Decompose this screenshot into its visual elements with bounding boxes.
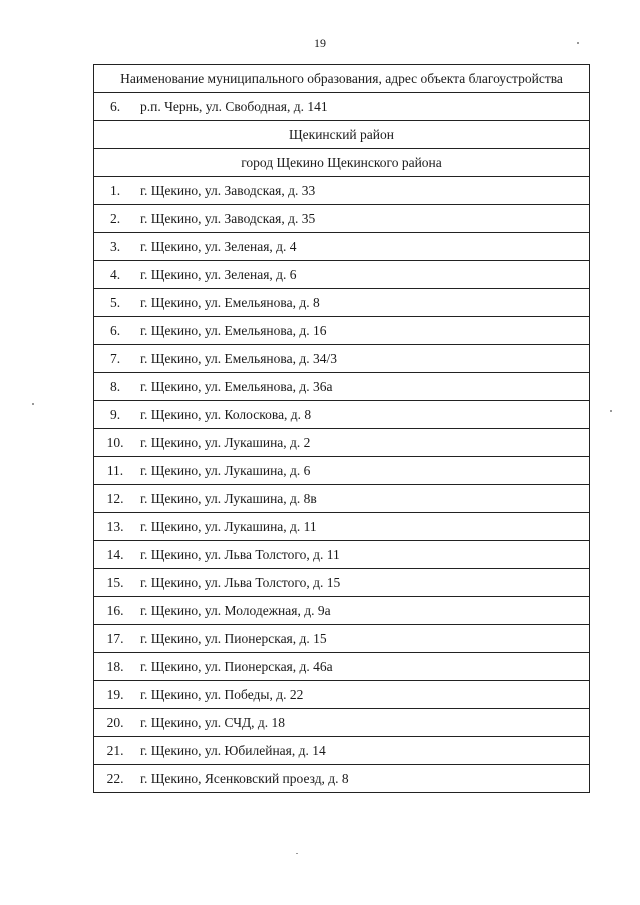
row-number: 5. — [109, 294, 121, 310]
table-row — [94, 233, 590, 261]
row-number: 6. — [109, 322, 121, 338]
row-address: г. Щекино, ул. Емельянова, д. 34/3 — [140, 350, 337, 366]
row-number: 9. — [109, 406, 121, 422]
row-address: г. Щекино, ул. Лукашина, д. 11 — [140, 518, 317, 534]
row-number: 21. — [106, 742, 124, 758]
row-number: 19. — [106, 686, 124, 702]
row-address: г. Щекино, ул. Заводская, д. 33 — [140, 182, 316, 198]
scan-speck — [610, 410, 612, 412]
table-row — [94, 513, 590, 541]
row-number: 3. — [109, 238, 121, 254]
row-address: г. Щекино, ул. Емельянова, д. 16 — [140, 322, 327, 338]
row-number: 11. — [106, 462, 124, 478]
table-row — [94, 737, 590, 765]
table-row — [94, 653, 590, 681]
table-row — [94, 681, 590, 709]
row-address: г. Щекино, ул. Пионерская, д. 46а — [140, 658, 333, 674]
table-row — [94, 765, 590, 793]
row-number: 7. — [109, 350, 121, 366]
town-row — [94, 149, 590, 177]
district-row — [94, 121, 590, 149]
row-number: 2. — [109, 210, 121, 226]
table-row — [94, 541, 590, 569]
row-number: 1. — [109, 182, 121, 198]
table-row — [94, 345, 590, 373]
row-address: г. Щекино, ул. Юбилейная, д. 14 — [140, 742, 326, 758]
row-number: 20. — [106, 714, 124, 730]
row-number: 14. — [106, 546, 124, 562]
scan-speck — [296, 853, 298, 854]
scan-speck — [32, 403, 34, 405]
table-row — [94, 569, 590, 597]
district-title: Щекинский район — [94, 121, 590, 149]
table-row — [94, 597, 590, 625]
table-row — [94, 625, 590, 653]
row-address: г. Щекино, ул. Заводская, д. 35 — [140, 210, 316, 226]
table-row — [94, 289, 590, 317]
table-row — [94, 373, 590, 401]
table-header-cell: Наименование муниципального образования, адрес объекта благоустройства — [94, 65, 590, 93]
row-address: г. Щекино, Ясенковский проезд, д. 8 — [140, 770, 349, 786]
page-number: 19 — [314, 36, 326, 50]
table-row — [94, 709, 590, 737]
row-number: 18. — [106, 658, 124, 674]
row-number: 8. — [109, 378, 121, 394]
scan-speck — [577, 42, 579, 44]
row-number: 13. — [106, 518, 124, 534]
table-row — [94, 205, 590, 233]
row-address: г. Щекино, ул. СЧД, д. 18 — [140, 714, 286, 730]
row-number: 12. — [106, 490, 124, 506]
table-row — [94, 93, 590, 121]
row-address: г. Щекино, ул. Пионерская, д. 15 — [140, 630, 327, 646]
table-row — [94, 261, 590, 289]
row-address: г. Щекино, ул. Льва Толстого, д. 15 — [140, 574, 341, 590]
row-address: г. Щекино, ул. Льва Толстого, д. 11 — [140, 546, 340, 562]
town-title: город Щекино Щекинского района — [94, 149, 590, 177]
row-address: г. Щекино, ул. Зеленая, д. 4 — [140, 238, 297, 254]
table-row — [94, 317, 590, 345]
table-header-row — [94, 65, 590, 93]
row-address: г. Щекино, ул. Победы, д. 22 — [140, 686, 304, 702]
row-address: г. Щекино, ул. Зеленая, д. 6 — [140, 266, 297, 282]
addresses-table — [93, 64, 590, 793]
row-number: 22. — [106, 770, 124, 786]
row-address: р.п. Чернь, ул. Свободная, д. 141 — [140, 98, 328, 114]
row-address: г. Щекино, ул. Емельянова, д. 8 — [140, 294, 320, 310]
row-number: 10. — [106, 434, 124, 450]
table-row — [94, 177, 590, 205]
table-row — [94, 401, 590, 429]
row-address: г. Щекино, ул. Лукашина, д. 6 — [140, 462, 311, 478]
row-address: г. Щекино, ул. Лукашина, д. 8в — [140, 490, 317, 506]
row-number: 16. — [106, 602, 124, 618]
row-number: 6. — [109, 98, 121, 114]
row-number: 17. — [106, 630, 124, 646]
row-address: г. Щекино, ул. Колоскова, д. 8 — [140, 406, 312, 422]
row-number: 4. — [109, 266, 121, 282]
row-address: г. Щекино, ул. Молодежная, д. 9а — [140, 602, 331, 618]
row-address: г. Щекино, ул. Емельянова, д. 36а — [140, 378, 333, 394]
table-row — [94, 485, 590, 513]
table-row — [94, 457, 590, 485]
row-number: 15. — [106, 574, 124, 590]
row-address: г. Щекино, ул. Лукашина, д. 2 — [140, 434, 311, 450]
table-row — [94, 429, 590, 457]
